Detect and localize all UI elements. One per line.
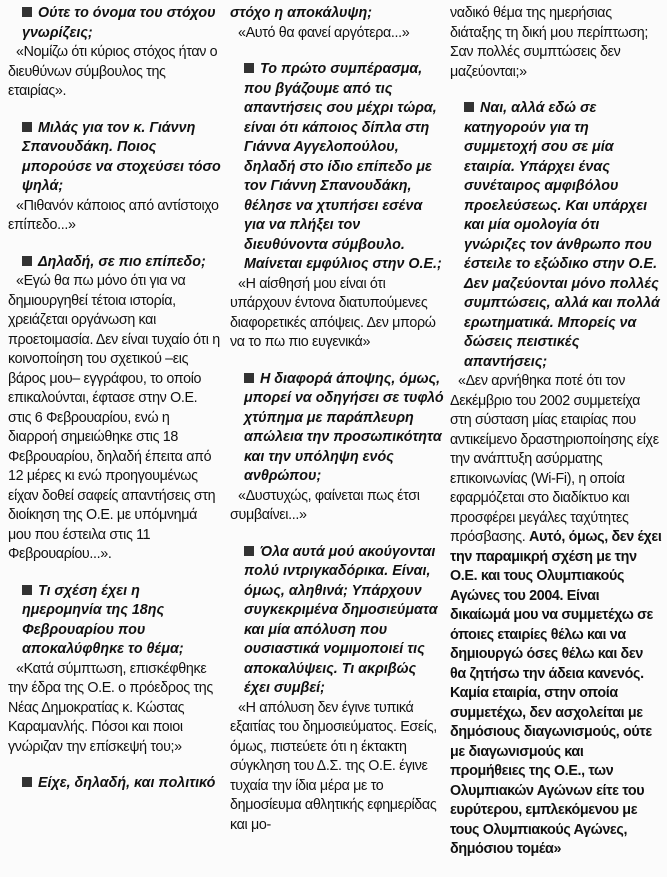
answer-bold-text: Αυτό, όμως, δεν έχει την παραμικρή σχέση με την Ο.Ε. και τους Ολυμπιακούς Αγώνες του 2004. Είναι δικαίωμά μου να συμμετέχω σε όποιες εταιρίες θέλω και να δημιουργώ όσες θέλω και δεν θα ζητήσω την άδεια κανενός. Καμία εταιρία, στην οποία συμμετέχω, δεν ασχολείται με δημόσιους διαγωνισμούς, ούτε με διαγωνισμούς και προμήθειες της Ο.Ε., των Ολυμπιακών Αγώνων είτε του ευρύτερου, εμπλεκόμενου με τους Ολυμπιακούς Αγώνες, δημόσιου τομέα»: [450, 529, 662, 857]
question: [8, 119, 222, 197]
answer-text: «Δεν αρνήθηκα ποτέ ότι τον Δεκέμβριο του 2002 συμμετείχα στη σύσταση μίας εταιρίας που αντικείμενο δραστηριοποίησης είχε την ανάπτυξη ασύρματης επικοινωνίας (Wi-Fi), η οποία εφαρμόζεται στο διαδίκτυο και προσφέρει μεγάλες ταχύτητες πρόσβασης.: [450, 373, 659, 545]
column-2: [230, 4, 444, 852]
answer: «Πιθανόν κάποιος από αντίστοιχο επίπεδο...»: [8, 197, 219, 233]
question-text: Ούτε το όνομα του στόχου γνωρίζεις;: [22, 5, 216, 41]
question-continued: στόχο η αποκάλυψη;: [230, 5, 372, 21]
question: [230, 370, 444, 487]
column-1: [8, 4, 222, 794]
question: [230, 60, 444, 275]
bullet-square-icon: [244, 373, 254, 383]
answer-continued: ναδικό θέμα της ημερήσιας διάταξης τη δική μου περίπτωση; Σαν πολλές συμπτώσεις δεν μαζεύονται;»: [450, 5, 648, 80]
question-text: Τι σχέση έχει η ημερομηνία της 18ης Φεβρουαρίου που αποκαλύφθηκε το θέμα;: [22, 582, 184, 657]
question: [8, 774, 222, 794]
bullet-square-icon: [22, 585, 32, 595]
answer: «Η απόλυση δεν έγινε τυπικά εξαιτίας του δημοσιεύματος. Εσείς, όμως, πιστεύετε ότι η έκτακτη σύγκληση του Δ.Σ. της Ο.Ε. έγινε τυχαία την ίδια μέρα με το δημοσίευμα αθλητικής εφημερίδας και μο-: [230, 699, 437, 833]
question-text: Όλα αυτά μού ακούγονται πολύ ιντριγκαδόρικα. Είναι, όμως, αληθινά; Υπάρχουν συγκεκριμένα δημοσιεύματα και μία απόλυση που ουσιαστικά νομιμοποιεί τις αποκαλύψεις. Τι ακριβώς έχει συμβεί;: [244, 543, 438, 696]
question: [8, 253, 222, 273]
answer: «Νομίζω ότι κύριος στόχος ήταν ο διευθύνων σύμβουλος της εταιρίας».: [8, 44, 218, 99]
question-text: Είχε, δηλαδή, και πολιτικό: [38, 775, 216, 791]
bullet-square-icon: [22, 122, 32, 132]
question-text: Δηλαδή, σε πιο επίπεδο;: [38, 253, 206, 270]
answer: «Η αίσθησή μου είναι ότι υπάρχουν έντονα διατυπούμενες διαφορετικές απόψεις. Δεν μπορώ να το πω πιο ευγενικά»: [230, 275, 436, 350]
answer: «Εγώ θα πω μόνο ότι για να δημιουργηθεί τέτοια ιστορία, χρειάζεται οργάνωση και προετοιμασία. Δεν είναι τυχαίο ότι η κοινοποίηση του σχετικού –εις βάρος μου– εγγράφου, το οποίο επικαλούνται, έφτασε στην Ο.Ε. στις 6 Φεβρουαρίου, ενώ η διαρροή σημειώθηκε στις 18 Φεβρουαρίου, δηλαδή έπειτα από 12 μέρες κι ενώ προηγουμένως είχαν δοθεί σαφείς απαντήσεις στη διοίκηση της Ο.Ε. με υπόμνημά μου που έστειλα στις 11 Φεβρουαρίου...».: [8, 273, 220, 562]
question-text: Μιλάς για τον κ. Γιάννη Σπανουδάκη. Ποιος μπορούσε να στοχεύσει τόσο ψηλά;: [22, 119, 221, 194]
question: [230, 543, 444, 699]
question-text: Το πρώτο συμπέρασμα, που βγάζουμε από τις απαντήσεις σου μέχρι τώρα, είναι ότι κάποιος δίπλα στη Γιάννα Αγγελοπούλου, δηλαδή στο ίδιο επίπεδο με τον Γιάννη Σπανουδάκη, θέλησε να χτυπήσει εσένα για να πλήξει τον διευθύνοντα σύμβουλο. Μαίνεται εμφύλιος στην Ο.Ε.;: [244, 61, 442, 272]
question-text: Η διαφορά άποψης, όμως, μπορεί να οδηγήσει σε τυφλό χτύπημα με παράπλευρη απώλεια την προσωπικότητα και την υπόληψη ενός ανθρώπου;: [244, 370, 444, 484]
bullet-square-icon: [22, 256, 32, 266]
column-3: [450, 4, 662, 877]
bullet-square-icon: [464, 102, 474, 112]
question: [8, 582, 222, 660]
bullet-square-icon: [22, 777, 32, 787]
bullet-square-icon: [22, 7, 32, 17]
bullet-square-icon: [244, 546, 254, 556]
question: [450, 99, 662, 372]
answer: «Δυστυχώς, φαίνεται πως έτσι συμβαίνει...»: [230, 487, 420, 523]
bullet-square-icon: [244, 63, 254, 73]
answer: «Κατά σύμπτωση, επισκέφθηκε την έδρα της Ο.Ε. ο πρόεδρος της Νέας Δημοκρατίας κ. Κώστας Καραμανλής. Πόσοι και ποιοι γνώριζαν την επίσκεψή του;»: [8, 660, 213, 755]
answer: «Αυτό θα φανεί αργότερα...»: [238, 24, 410, 41]
question: [8, 4, 222, 43]
answer: [450, 372, 662, 860]
question-text: Ναι, αλλά εδώ σε κατηγορούν για τη συμμετοχή σου σε μία εταιρία. Υπάρχει ένας συνέταιρος αμφιβόλου προελεύσεως. Και υπάρχει και μία ομολογία ότι γνώριζες τον άνθρωπο που έστειλε το εξώδικο στην Ο.Ε. Δεν μαζεύονται μόνο πολλές συμπτώσεις, αλλά και πολλά ερωτηματικά. Μπορείς να δώσεις πειστικές απαντήσεις;: [464, 100, 660, 370]
